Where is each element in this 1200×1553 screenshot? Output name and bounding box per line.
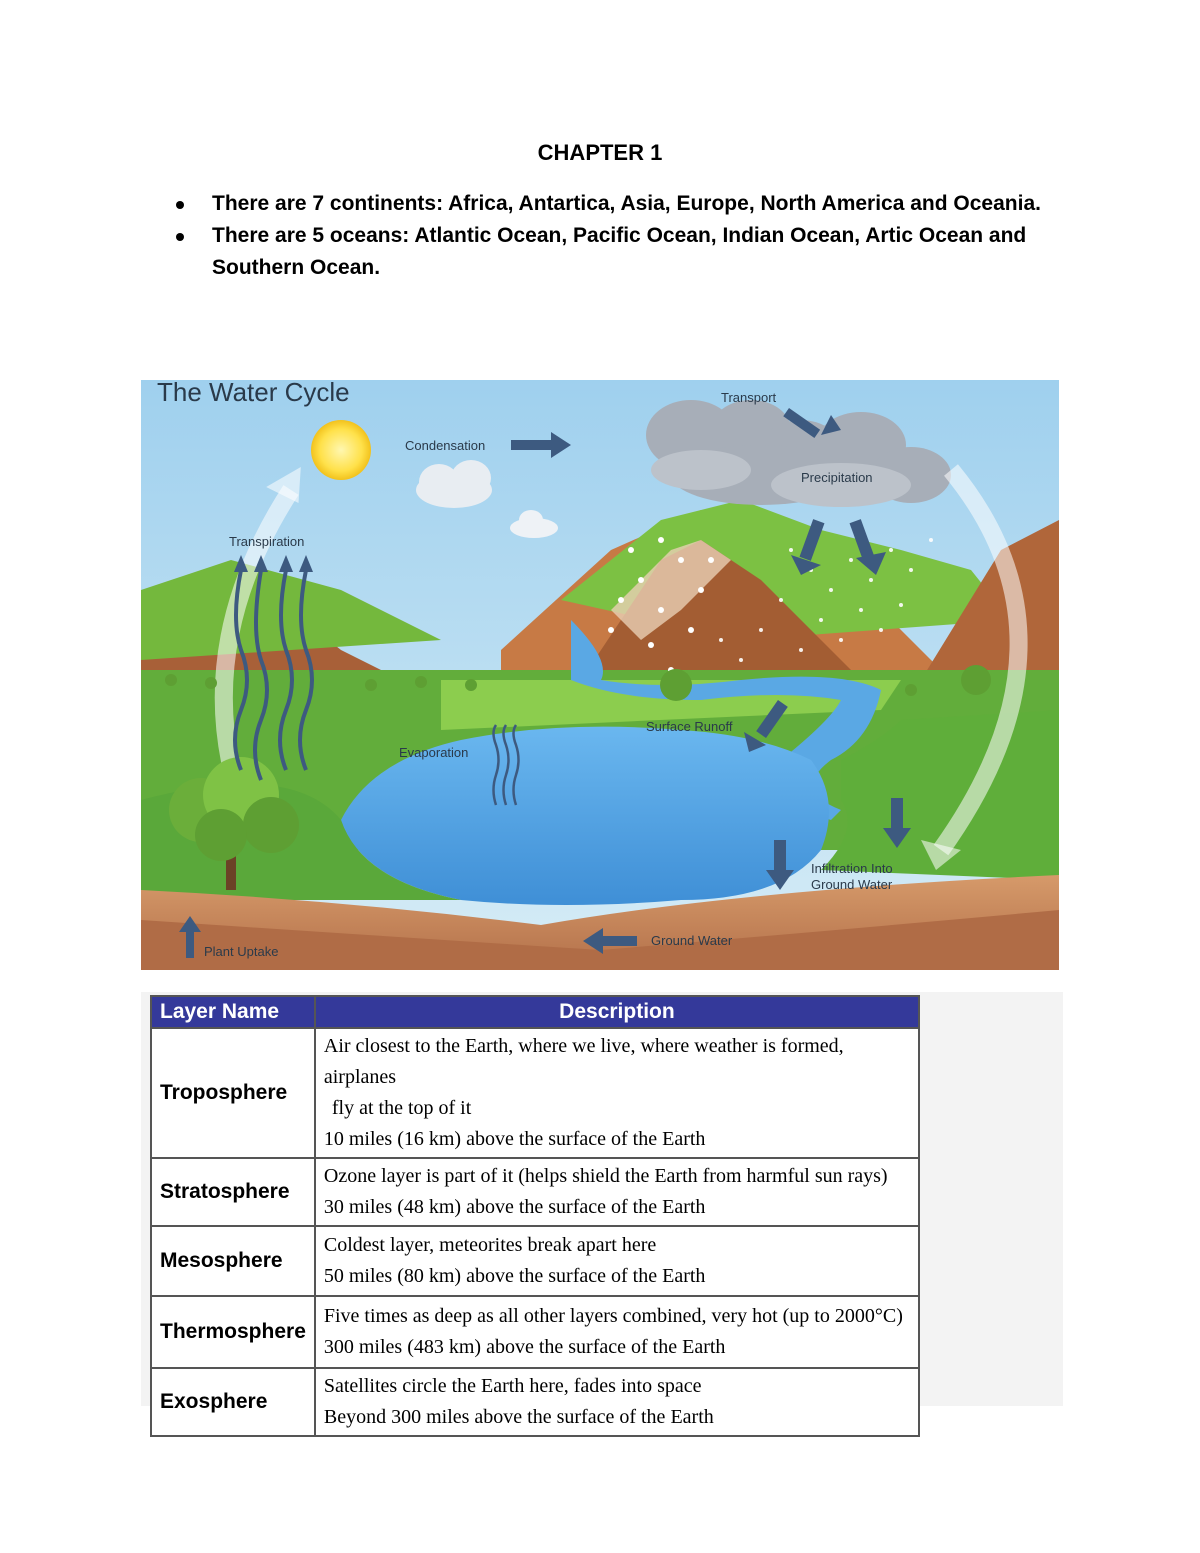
layer-description	[315, 1296, 919, 1368]
table-row	[151, 1028, 919, 1158]
label-infiltration-2: Ground Water	[811, 877, 893, 892]
label-precipitation: Precipitation	[801, 470, 873, 485]
sun-icon	[311, 420, 371, 480]
water-cycle-diagram	[141, 380, 1059, 970]
bullet-list	[172, 188, 1072, 284]
layer-description	[315, 1368, 919, 1436]
description-line: Satellites circle the Earth here, fades into space	[323, 1375, 702, 1397]
layer-name: Mesosphere	[151, 1226, 315, 1296]
description-line: 10 miles (16 km) above the surface of the Earth	[323, 1128, 706, 1150]
header-layer-name: Layer Name	[151, 996, 315, 1028]
description-line: fly at the top of it	[331, 1097, 472, 1119]
layer-name: Exosphere	[151, 1368, 315, 1436]
bullet-text: There are 5 oceans: Atlantic Ocean, Pacific Ocean, Indian Ocean, Artic Ocean and Southern Ocean.	[212, 224, 1027, 279]
description-line: Coldest layer, meteorites break apart here	[323, 1234, 657, 1256]
table-header-row	[151, 996, 919, 1028]
description-line: Five times as deep as all other layers combined, very hot (up to 2000°C)	[323, 1305, 903, 1327]
description-line: 50 miles (80 km) above the surface of the Earth	[323, 1265, 706, 1287]
label-plant-uptake: Plant Uptake	[204, 944, 279, 959]
label-transpiration: Transpiration	[229, 534, 305, 549]
description-line: Beyond 300 miles above the surface of the Earth	[323, 1406, 714, 1428]
label-transport: Transport	[721, 390, 777, 405]
bullet-text: There are 7 continents: Africa, Antartica, Asia, Europe, North America and Oceania.	[212, 192, 1041, 215]
layer-name: Stratosphere	[151, 1158, 315, 1226]
table-row	[151, 1158, 919, 1226]
label-surface-runoff: Surface Runoff	[646, 719, 733, 734]
bullet-icon	[176, 233, 184, 241]
bullet-item	[172, 220, 1072, 284]
atmosphere-table-panel	[141, 992, 1063, 1428]
layer-description	[315, 1226, 919, 1296]
description-line: Ozone layer is part of it (helps shield the Earth from harmful sun rays)	[323, 1165, 888, 1187]
header-description: Description	[315, 996, 919, 1028]
diagram-title: The Water Cycle	[157, 380, 350, 407]
atmosphere-layers-table	[150, 995, 920, 1437]
chapter-title: CHAPTER 1	[537, 140, 663, 165]
table-row	[151, 1368, 919, 1436]
label-infiltration-1: Infiltration Into	[811, 861, 893, 876]
label-evaporation: Evaporation	[399, 745, 469, 760]
layer-name: Troposphere	[151, 1028, 315, 1158]
description-line: Air closest to the Earth, where we live, where weather is formed, airplanes	[323, 1035, 844, 1088]
layer-name: Thermosphere	[151, 1296, 315, 1368]
table-row	[151, 1226, 919, 1296]
description-line: 30 miles (48 km) above the surface of the Earth	[323, 1196, 706, 1218]
label-ground-water: Ground Water	[651, 933, 733, 948]
layer-description	[315, 1158, 919, 1226]
bullet-item	[172, 188, 1072, 220]
layer-description	[315, 1028, 919, 1158]
label-condensation: Condensation	[405, 438, 486, 453]
table-row	[151, 1296, 919, 1368]
bullet-icon	[176, 201, 184, 209]
description-line: 300 miles (483 km) above the surface of the Earth	[323, 1336, 726, 1358]
